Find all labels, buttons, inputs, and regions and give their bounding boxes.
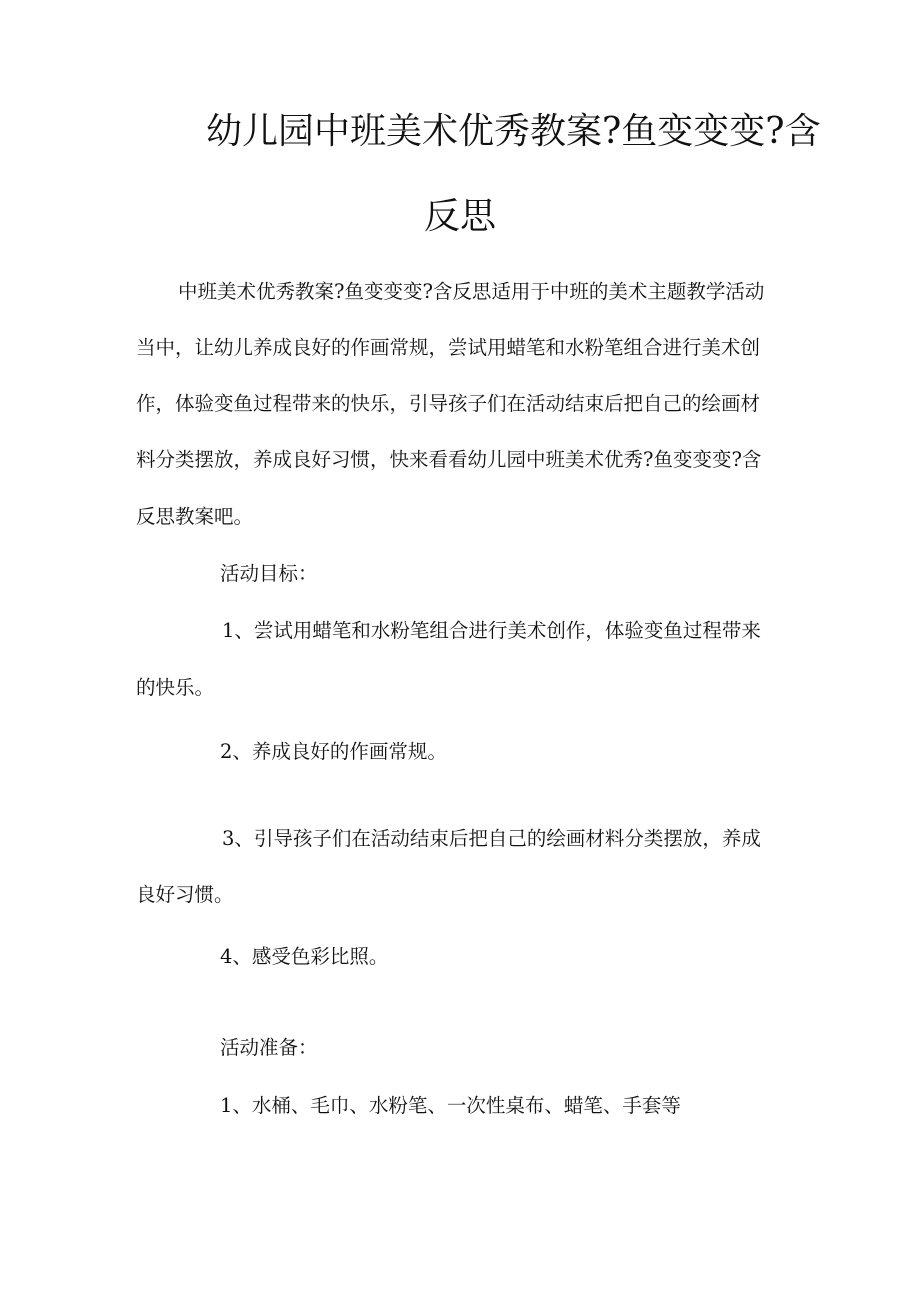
goal-3-line-1: 3、引导孩子们在活动结束后把自己的绘画材料分类摆放，养成 xyxy=(222,827,761,850)
intro-line-1: 中班美术优秀教案?鱼变变变?含反思适用于中班的美术主题教学活动 xyxy=(178,280,765,303)
goal-4: 4、感受色彩比照。 xyxy=(220,945,389,968)
goal-1-line-1: 1、尝试用蜡笔和水粉笔组合进行美术创作，体验变鱼过程带来 xyxy=(222,619,761,642)
preparation-item-1: 1、水桶、毛巾、水粉笔、一次性桌布、蜡笔、手套等 xyxy=(220,1094,681,1117)
intro-line-5: 反思教案吧。 xyxy=(136,505,254,528)
goal-2: 2、养成良好的作画常规。 xyxy=(220,740,447,763)
document-title-line-2: 反思 xyxy=(424,196,497,237)
intro-line-3: 作，体验变鱼过程带来的快乐，引导孩子们在活动结束后把自己的绘画材 xyxy=(136,392,761,415)
intro-line-4: 料分类摆放，养成良好习惯，快来看看幼儿园中班美术优秀?鱼变变变?含 xyxy=(136,448,762,471)
goals-heading: 活动目标： xyxy=(220,562,318,585)
goal-3-line-2: 良好习惯。 xyxy=(136,883,234,906)
intro-line-2: 当中，让幼儿养成良好的作画常规，尝试用蜡笔和水粉笔组合进行美术创 xyxy=(136,336,761,359)
goal-1-line-2: 的快乐。 xyxy=(136,676,215,699)
preparation-heading: 活动准备： xyxy=(220,1036,318,1059)
document-title-line-1: 幼儿园中班美术优秀教案?鱼变变变?含 xyxy=(206,111,821,152)
